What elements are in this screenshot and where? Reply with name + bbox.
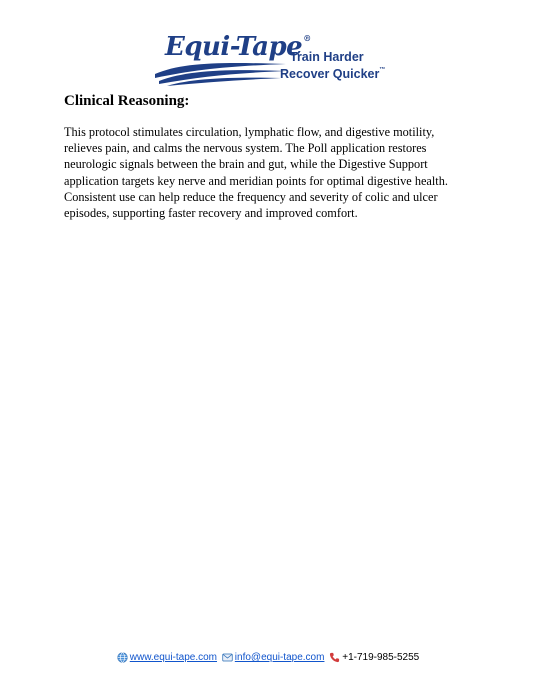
phone-number: +1-719-985-5255	[342, 652, 420, 663]
website-link[interactable]: www.equi-tape.com	[129, 652, 218, 663]
footer-email[interactable]	[222, 652, 325, 663]
equi-tape-logo	[153, 30, 393, 90]
tagline-recover-quicker	[280, 67, 385, 81]
footer-website[interactable]	[117, 652, 217, 663]
page-header	[0, 0, 536, 90]
phone-icon	[329, 652, 340, 663]
logo-waves-icon	[153, 56, 288, 86]
tagline-trademark: ™	[379, 67, 386, 73]
logo-text: Equi-Tape	[165, 32, 303, 62]
section-heading: Clinical Reasoning:	[64, 93, 190, 109]
globe-icon	[117, 652, 128, 663]
logo-trademark: ®	[303, 33, 311, 43]
email-icon	[222, 652, 233, 663]
footer-phone	[329, 652, 419, 663]
contact-footer	[0, 652, 536, 666]
email-link[interactable]: info@equi-tape.com	[234, 652, 325, 663]
tagline-recover-text: Recover Quicker	[280, 67, 380, 81]
tagline-train-harder: Train Harder	[290, 50, 364, 64]
clinical-reasoning-paragraph: This protocol stimulates circulation, lymphatic flow, and digestive motility, relieves pain, and calms the nervous system. The Poll application restores neurologic signals between the brain and gut, while the Digestive Support application targets key nerve and meridian points for optimal digestive health. Consistent use can help reduce the frequency and severity of colic and ulcer episodes, supporting faster recovery and improved comfort.	[64, 125, 448, 221]
